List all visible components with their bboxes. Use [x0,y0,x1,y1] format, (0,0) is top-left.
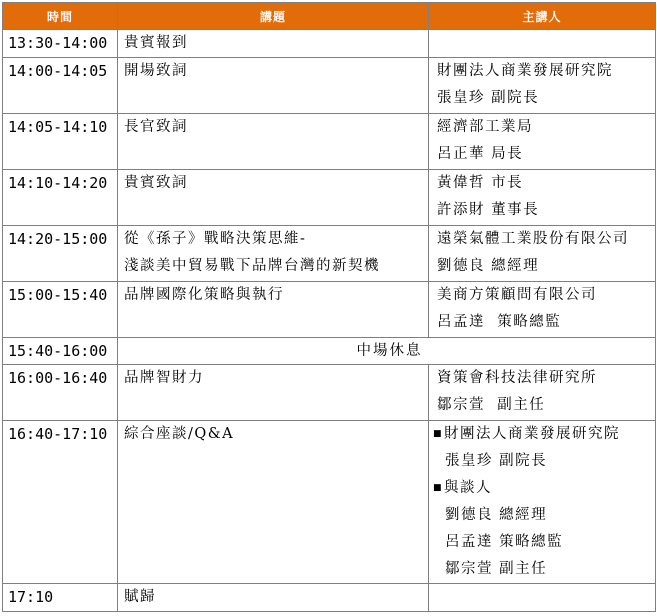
time-cell: 16:40-17:10 [3,421,118,584]
speaker-name: 劉德良 總經理 [445,507,548,523]
square-bullet-icon: ■ [433,429,444,439]
panelist-heading [433,475,655,502]
topic-line: 貴賓報到 [124,35,188,51]
speaker-org: 遠榮氣體工業股份有限公司 [437,231,629,247]
header-topic: 講題 [118,3,429,30]
topic-cell [118,114,429,170]
topic-cell [118,226,429,282]
speaker-org: 財團法人商業發展研究院 [437,63,613,79]
agenda-row [3,170,656,226]
time-cell: 15:40-16:00 [3,338,118,365]
speaker-name: 鄒宗萱 副主任 [445,561,548,577]
agenda-row [3,114,656,170]
speaker-cell [429,365,656,421]
speaker-org: 美商方策顧問有限公司 [437,287,597,303]
time-cell: 17:10 [3,584,118,612]
speaker-cell [429,421,656,584]
speaker-name: 呂孟達 策略總監 [437,314,562,330]
time-cell: 13:30-14:00 [3,30,118,58]
topic-line: 品牌國際化策略與執行 [124,287,284,303]
speaker-name: 黃偉哲 市長 [437,175,524,191]
topic-line: 品牌智財力 [124,370,204,386]
speaker-cell [429,282,656,338]
time-cell: 14:10-14:20 [3,170,118,226]
agenda-row [3,226,656,282]
topic-line: 貴賓致詞 [124,175,188,191]
topic-cell [118,584,429,612]
speaker-name: 許添財 董事長 [437,202,540,218]
topic-line: 從《孫子》戰略決策思維- [124,231,307,247]
topic-cell [118,58,429,114]
topic-cell [118,365,429,421]
topic-line: 淺談美中貿易戰下品牌台灣的新契機 [124,258,380,274]
panelist-label: 與談人 [444,480,493,496]
break-cell: 中場休息 [118,338,656,365]
header-time: 時間 [3,3,118,30]
speaker-name: 張皇珍 副院長 [437,90,540,106]
speaker-name: 劉德良 總經理 [437,258,540,274]
agenda-row [3,58,656,114]
topic-cell [118,170,429,226]
speaker-name: 張皇珍 副院長 [445,453,548,469]
topic-cell [118,30,429,58]
topic-cell [118,421,429,584]
topic-line: 綜合座談/Q&A [124,426,235,442]
speaker-cell [429,584,656,612]
time-cell: 14:20-15:00 [3,226,118,282]
agenda-row [3,338,656,365]
moderator-line [433,421,655,448]
speaker-cell [429,114,656,170]
header-speaker: 主講人 [429,3,656,30]
agenda-row [3,30,656,58]
agenda-table [2,2,656,612]
agenda-row [3,282,656,338]
speaker-org: 財團法人商業發展研究院 [444,426,621,442]
time-cell: 15:00-15:40 [3,282,118,338]
speaker-name: 呂孟達 策略總監 [445,534,564,550]
speaker-cell [429,226,656,282]
topic-line: 長官致詞 [124,119,188,135]
agenda-row [3,365,656,421]
agenda-row [3,584,656,612]
speaker-cell [429,30,656,58]
time-cell: 16:00-16:40 [3,365,118,421]
speaker-name: 鄒宗萱 副主任 [437,397,546,413]
speaker-cell [429,170,656,226]
topic-line: 開場致詞 [124,63,188,79]
header-row [3,3,656,30]
speaker-org: 資策會科技法律研究所 [437,370,597,386]
square-bullet-icon: ■ [433,483,444,493]
topic-cell [118,282,429,338]
topic-line: 賦歸 [124,589,156,605]
time-cell: 14:00-14:05 [3,58,118,114]
speaker-cell [429,58,656,114]
speaker-name: 呂正華 局長 [437,146,524,162]
time-cell: 14:05-14:10 [3,114,118,170]
speaker-org: 經濟部工業局 [437,119,533,135]
agenda-row [3,421,656,584]
